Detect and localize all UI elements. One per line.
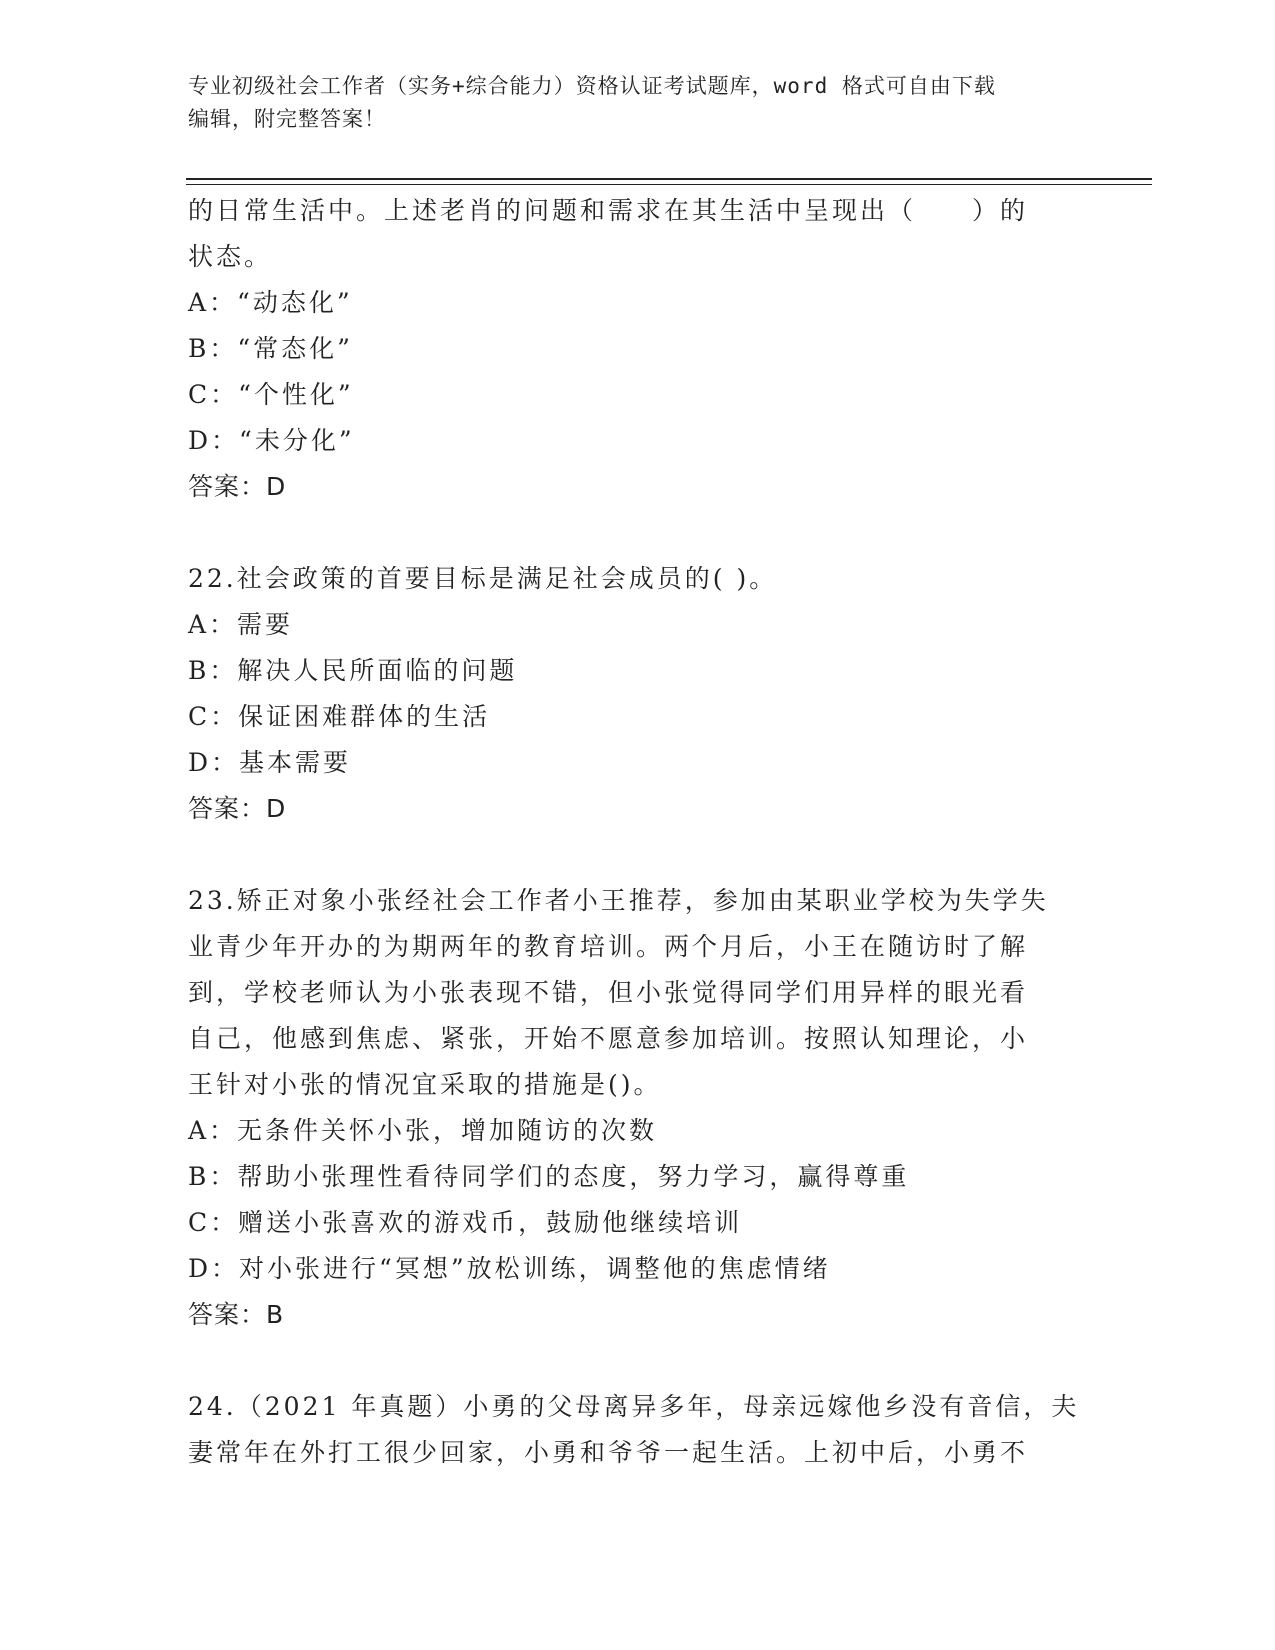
question-stem-line: 的日常生活中。上述老肖的问题和需求在其生活中呈现出（ ）的 (188, 196, 1029, 225)
question-content (188, 188, 1088, 1476)
option-d: D：基本需要 (188, 748, 352, 777)
option-d: D：对小张进行“冥想”放松训练，调整他的焦虑情绪 (188, 1254, 831, 1283)
question-stem-line: 妻常年在外打工很少回家，小勇和爷爷一起生活。上初中后，小勇不 (188, 1438, 1029, 1467)
option-d: D：“未分化” (188, 426, 355, 455)
spacer (188, 510, 1088, 556)
header-rule-thick (186, 178, 1152, 180)
question-stem-line: 22.社会政策的首要目标是满足社会成员的( )。 (188, 564, 778, 593)
question-23 (188, 878, 1088, 1338)
question-21 (188, 188, 1088, 510)
spacer (188, 1338, 1088, 1384)
option-b: B：“常态化” (188, 334, 353, 363)
option-b: B：解决人民所面临的问题 (188, 656, 518, 685)
header-rule-thin (186, 184, 1152, 185)
question-stem-line: 23.矫正对象小张经社会工作者小王推荐，参加由某职业学校为失学失 (188, 886, 1049, 915)
option-a: A：“动态化” (188, 288, 353, 317)
option-c: C：保证困难群体的生活 (188, 702, 491, 731)
option-c: C：“个性化” (188, 380, 354, 409)
header-line-1: 专业初级社会工作者（实务+综合能力）资格认证考试题库，word 格式可自由下载 (188, 74, 996, 98)
option-b: B：帮助小张理性看待同学们的态度，努力学习，赢得尊重 (188, 1162, 910, 1191)
question-24 (188, 1384, 1088, 1476)
header-line-2: 编辑，附完整答案！ (188, 107, 386, 131)
question-22 (188, 556, 1088, 832)
option-a: A：无条件关怀小张，增加随访的次数 (188, 1116, 658, 1145)
answer-line: 答案：D (188, 794, 287, 823)
answer-line: 答案：B (188, 1300, 285, 1329)
question-stem-line: 业青少年开办的为期两年的教育培训。两个月后，小王在随访时了解 (188, 932, 1029, 961)
question-stem-line: 王针对小张的情况宜采取的措施是()。 (188, 1070, 662, 1099)
spacer (188, 832, 1088, 878)
question-stem-line: 自己，他感到焦虑、紧张，开始不愿意参加培训。按照认知理论，小 (188, 1024, 1029, 1053)
question-stem-line: 24.（2021 年真题）小勇的父母离异多年，母亲远嫁他乡没有音信，夫 (188, 1392, 1080, 1421)
document-header (188, 70, 1088, 136)
question-stem-line: 状态。 (188, 242, 273, 271)
option-c: C：赠送小张喜欢的游戏币，鼓励他继续培训 (188, 1208, 743, 1237)
answer-line: 答案：D (188, 472, 287, 501)
question-stem-line: 到，学校老师认为小张表现不错，但小张觉得同学们用异样的眼光看 (188, 978, 1029, 1007)
option-a: A：需要 (188, 610, 294, 639)
